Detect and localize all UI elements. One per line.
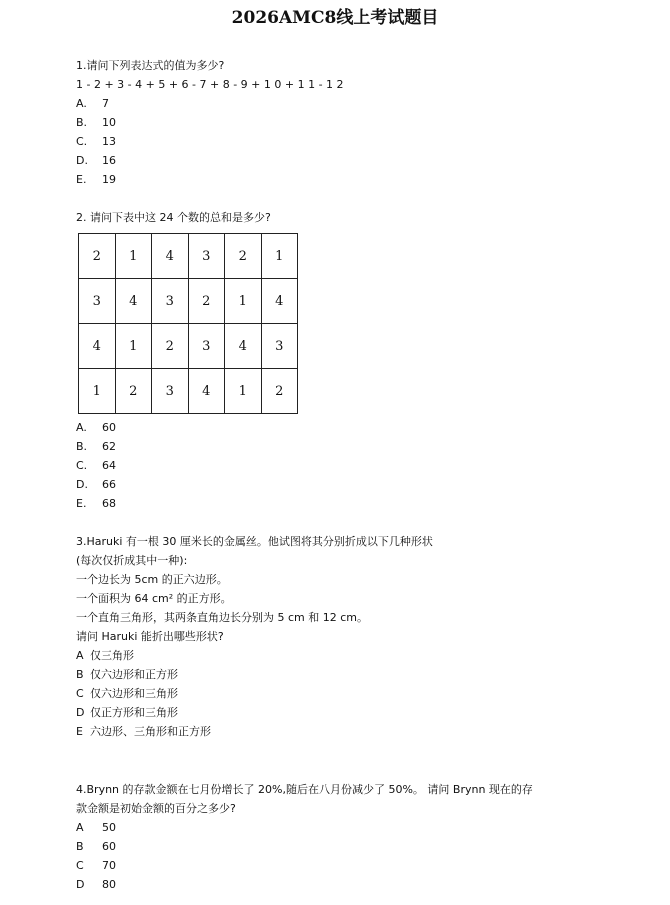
option-3a — [76, 646, 636, 665]
question-2 — [76, 208, 636, 227]
option-1b — [76, 113, 636, 132]
option-value: 70 — [102, 859, 116, 872]
option-value: 60 — [102, 421, 116, 434]
option-letter: B — [76, 668, 84, 681]
question-3-line: 请问 Haruki 能折出哪些形状? — [76, 630, 224, 643]
question-3-line: (每次仅折成其中一种): — [76, 554, 188, 567]
question-2-options — [76, 418, 636, 513]
question-4-line: 4.Brynn 的存款金额在七月份增长了 20%,随后在八月份减少了 50%。 请问 Brynn 现在的存 — [76, 783, 533, 796]
option-3d — [76, 703, 636, 722]
question-1-expression: 1 - 2 + 3 - 4 + 5 + 6 - 7 + 8 - 9 + 1 0 + 1 1 - 1 2 — [76, 78, 344, 91]
option-value: 19 — [102, 173, 116, 186]
table-cell: 4 — [261, 279, 298, 324]
option-4d — [76, 875, 636, 894]
option-letter: A. — [76, 97, 87, 110]
option-value: 60 — [102, 840, 116, 853]
table-row — [79, 279, 298, 324]
option-letter: D — [76, 878, 85, 891]
table-row — [79, 369, 298, 414]
table-cell: 1 — [79, 369, 116, 414]
table-cell: 3 — [79, 279, 116, 324]
option-4a — [76, 818, 636, 837]
table-cell: 1 — [115, 234, 152, 279]
option-value: 10 — [102, 116, 116, 129]
page-title: 2026AMC8线上考试题目 — [231, 8, 439, 28]
question-3-line: 一个直角三角形，其两条直角边长分别为 5 cm 和 12 cm。 — [76, 611, 369, 624]
option-letter: E. — [76, 497, 87, 510]
option-value: 66 — [102, 478, 116, 491]
table-cell: 4 — [188, 369, 225, 414]
table-cell: 3 — [188, 234, 225, 279]
option-3c — [76, 684, 636, 703]
question-3-line: 一个面积为 64 cm² 的正方形。 — [76, 592, 232, 605]
table-row — [79, 234, 298, 279]
option-letter: B. — [76, 116, 88, 129]
table-cell: 2 — [188, 279, 225, 324]
question-4 — [76, 780, 636, 894]
table-cell: 3 — [152, 369, 189, 414]
option-1a — [76, 94, 636, 113]
option-letter: B. — [76, 440, 88, 453]
option-letter: C — [76, 687, 84, 700]
table-cell: 4 — [225, 324, 262, 369]
option-4b — [76, 837, 636, 856]
table-cell: 4 — [152, 234, 189, 279]
option-2c — [76, 456, 636, 475]
question-4-line: 款金额是初始金额的百分之多少? — [76, 802, 236, 815]
table-cell: 2 — [152, 324, 189, 369]
option-value: 六边形、三角形和正方形 — [90, 725, 211, 738]
option-value: 16 — [102, 154, 116, 167]
question-3 — [76, 532, 636, 741]
option-3e — [76, 722, 636, 741]
table-cell: 3 — [261, 324, 298, 369]
option-4c — [76, 856, 636, 875]
question-3-line: 一个边长为 5cm 的正六边形。 — [76, 573, 228, 586]
option-value: 仅三角形 — [90, 649, 134, 662]
option-value: 80 — [102, 878, 116, 891]
table-cell: 2 — [115, 369, 152, 414]
option-letter: C. — [76, 135, 88, 148]
option-value: 7 — [102, 97, 109, 110]
option-letter: A. — [76, 421, 87, 434]
option-value: 68 — [102, 497, 116, 510]
table-cell: 1 — [225, 279, 262, 324]
question-1 — [76, 56, 636, 189]
number-table — [78, 233, 298, 414]
option-1d — [76, 151, 636, 170]
option-letter: E. — [76, 173, 87, 186]
option-letter: C. — [76, 459, 88, 472]
option-2e — [76, 494, 636, 513]
option-value: 仅正方形和三角形 — [90, 706, 178, 719]
option-2a — [76, 418, 636, 437]
table-cell: 2 — [261, 369, 298, 414]
option-1c — [76, 132, 636, 151]
table-cell: 4 — [79, 324, 116, 369]
table-cell: 2 — [79, 234, 116, 279]
option-letter: A — [76, 649, 84, 662]
table-cell: 2 — [225, 234, 262, 279]
option-letter: D. — [76, 154, 88, 167]
table-cell: 3 — [188, 324, 225, 369]
table-cell: 1 — [261, 234, 298, 279]
option-value: 仅六边形和正方形 — [90, 668, 178, 681]
table-cell: 1 — [225, 369, 262, 414]
option-letter: B — [76, 840, 84, 853]
option-value: 64 — [102, 459, 116, 472]
option-value: 50 — [102, 821, 116, 834]
question-2-text: 2. 请问下表中这 24 个数的总和是多少? — [76, 211, 271, 224]
question-3-line: 3.Haruki 有一根 30 厘米长的金属丝。他试图将其分别折成以下几种形状 — [76, 535, 433, 548]
table-cell: 3 — [152, 279, 189, 324]
option-letter: D. — [76, 478, 88, 491]
option-2d — [76, 475, 636, 494]
question-1-text: 1.请问下列表达式的值为多少? — [76, 59, 225, 72]
option-letter: C — [76, 859, 84, 872]
table-row — [79, 324, 298, 369]
option-3b — [76, 665, 636, 684]
table-cell: 1 — [115, 324, 152, 369]
option-value: 62 — [102, 440, 116, 453]
table-cell: 4 — [115, 279, 152, 324]
option-letter: A — [76, 821, 84, 834]
option-value: 13 — [102, 135, 116, 148]
option-value: 仅六边形和三角形 — [90, 687, 178, 700]
option-1e — [76, 170, 636, 189]
option-2b — [76, 437, 636, 456]
option-letter: D — [76, 706, 85, 719]
option-letter: E — [76, 725, 83, 738]
